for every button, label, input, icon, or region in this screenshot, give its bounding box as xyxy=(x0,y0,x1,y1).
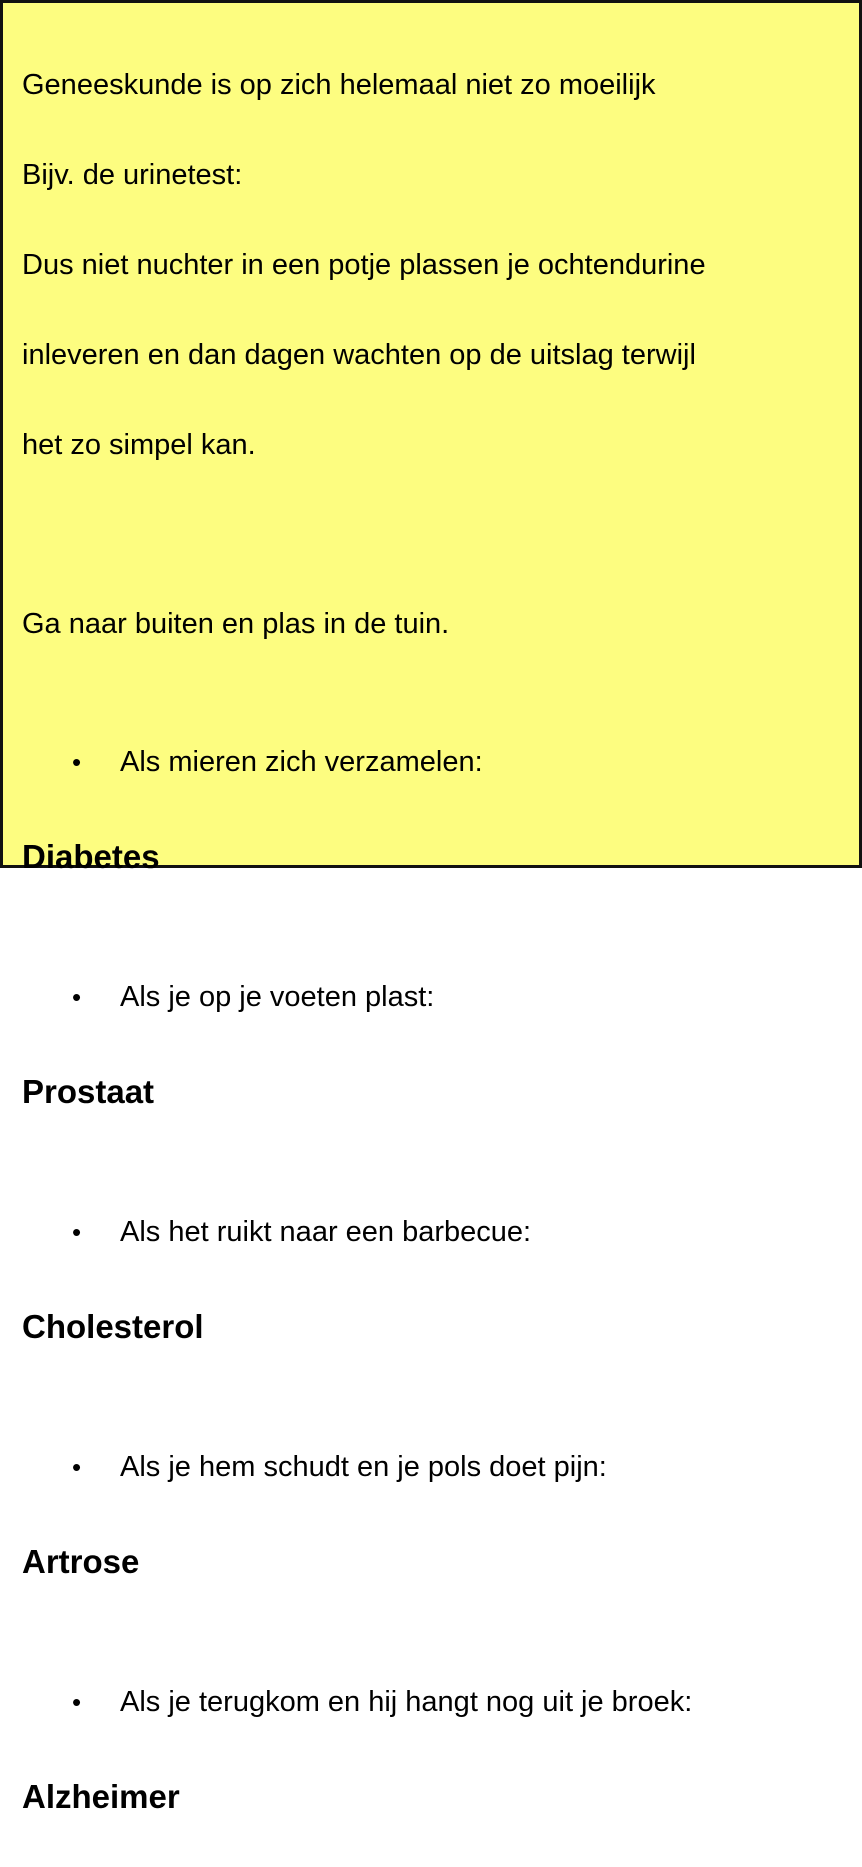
joke-text-block xyxy=(22,18,842,1867)
bullet-icon: • xyxy=(72,982,82,1012)
diagnosis-heading: Alzheimer xyxy=(22,1778,180,1815)
diagnosis-heading: Artrose xyxy=(22,1543,140,1580)
list-item xyxy=(22,1442,842,1492)
list-item xyxy=(22,1677,842,1727)
intro-line: inleveren en dan dagen wachten op de uitslag terwijl xyxy=(22,339,696,371)
bullet-icon: • xyxy=(72,747,82,777)
blank-line xyxy=(22,513,842,557)
intro-line: het zo simpel kan. xyxy=(22,429,256,461)
lead-line: Ga naar buiten en plas in de tuin. xyxy=(22,608,450,640)
intro-line: Geneeskunde is op zich helemaal niet zo moeilijk xyxy=(22,69,656,101)
bullet-icon: • xyxy=(72,1452,82,1482)
diagnosis-heading: Prostaat xyxy=(22,1073,155,1110)
intro-line: Bijv. de urinetest: xyxy=(22,159,243,191)
list-item xyxy=(22,737,842,787)
list-item xyxy=(22,972,842,1022)
condition-text: Als mieren zich verzamelen: xyxy=(120,746,483,778)
condition-text: Als je terugkom en hij hangt nog uit je broek: xyxy=(120,1686,693,1718)
bullet-icon: • xyxy=(72,1217,82,1247)
condition-text: Als het ruikt naar een barbecue: xyxy=(120,1216,532,1248)
bullet-icon: • xyxy=(72,1687,82,1717)
list-item xyxy=(22,1207,842,1257)
diagnosis-heading: Cholesterol xyxy=(22,1308,204,1345)
condition-text: Als je op je voeten plast: xyxy=(120,981,435,1013)
condition-text: Als je hem schudt en je pols doet pijn: xyxy=(120,1451,607,1483)
intro-line: Dus niet nuchter in een potje plassen je ochtendurine xyxy=(22,249,706,281)
diagnosis-heading: Diabetes xyxy=(22,838,160,875)
